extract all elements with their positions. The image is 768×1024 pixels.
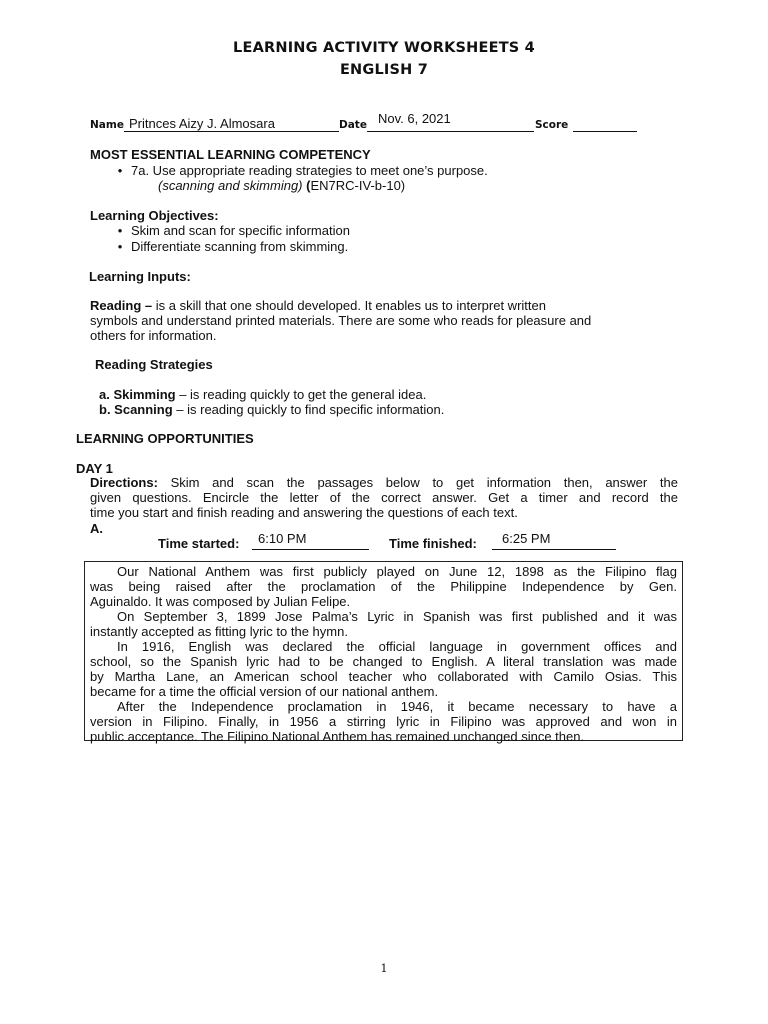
inputs-heading: Learning Inputs:: [89, 269, 191, 284]
opportunities-heading: LEARNING OPPORTUNITIES: [76, 431, 254, 446]
objectives-heading: Learning Objectives:: [90, 208, 219, 223]
passage-line: In 1916, English was declared the official language in government offices and: [117, 639, 677, 654]
bullet-icon: •: [117, 163, 123, 178]
passage-line: Aguinaldo. It was composed by Julian Felipe.: [90, 594, 351, 609]
section-label: A.: [90, 521, 103, 536]
worksheet-title: LEARNING ACTIVITY WORKSHEETS 4: [233, 40, 535, 56]
objective-item: • Differentiate scanning from skimming.: [109, 239, 348, 254]
time-finished-field[interactable]: 6:25 PM: [502, 531, 551, 546]
passage-line: After the Independence proclamation in 1946, it became necessary to have a: [117, 699, 677, 714]
passage-line: school, so the Spanish lyric had to be changed to English. A literal translation was made: [90, 654, 677, 669]
time-started-label: Time started:: [158, 536, 240, 551]
bullet-icon: •: [117, 239, 123, 254]
score-label: Score: [535, 119, 569, 131]
passage-line: Our National Anthem was first publicly played on June 12, 1898 as the Filipino flag: [117, 564, 677, 579]
date-field[interactable]: Nov. 6, 2021: [378, 111, 451, 126]
strategy-item: b. Scanning – is reading quickly to find specific information.: [99, 402, 445, 417]
competency-sub: (scanning and skimming) (EN7RC-IV-b-10): [158, 178, 406, 193]
strategy-item: a. Skimming – is reading quickly to get the general idea.: [99, 387, 427, 402]
time-started-field[interactable]: 6:10 PM: [258, 531, 307, 546]
day-label: DAY 1: [76, 461, 113, 476]
competency-item: • 7a. Use appropriate reading strategies to meet one’s purpose.: [109, 163, 488, 178]
date-underline: [367, 131, 534, 132]
time-finished-label: Time finished:: [389, 536, 477, 551]
bullet-icon: •: [117, 223, 123, 238]
passage-line: version in Filipino. Finally, in 1956 a stirring lyric in Filipino was approved and won in: [90, 714, 677, 729]
passage-line: instantly accepted as fitting lyric to the hymn.: [90, 624, 348, 639]
strategies-heading: Reading Strategies: [95, 357, 213, 372]
directions: Directions: Skim and scan the passages below to get information then, answer the given questions. Encircle the letter of the correct answer. Get a timer and record the time you start and finish reading and answering the questions of each text.: [90, 475, 678, 520]
reading-definition: Reading – is a skill that one should developed. It enables us to interpret written symbols and understand printed materials. There are some who reads for pleasure and others for information.: [90, 298, 592, 343]
objective-item: • Skim and scan for specific information: [109, 223, 350, 238]
name-label: Name: [90, 119, 124, 131]
time-started-underline: [252, 549, 369, 550]
subject-title: ENGLISH 7: [339, 62, 429, 78]
name-underline: [124, 131, 339, 132]
passage-line: public acceptance. The Filipino National Anthem has remained unchanged since then.: [90, 729, 585, 744]
passage-line: became for a time the official version of our national anthem.: [90, 684, 439, 699]
score-field[interactable]: [573, 131, 637, 132]
competency-heading: MOST ESSENTIAL LEARNING COMPETENCY: [90, 147, 371, 162]
passage-line: On September 3, 1899 Jose Palma’s Lyric in Spanish was first published and it was: [117, 609, 677, 624]
time-finished-underline: [492, 549, 616, 550]
name-field[interactable]: Pritnces Aizy J. Almosara: [129, 116, 275, 131]
page-number: 1: [380, 962, 388, 975]
reading-passage: [84, 561, 683, 744]
passage-line: was being raised after the proclamation of the Philippine Independence by Gen.: [90, 579, 677, 594]
date-label: Date: [339, 119, 367, 131]
passage-line: by Martha Lane, an American school teacher who collaborated with Camilo Osias. This: [90, 669, 677, 684]
